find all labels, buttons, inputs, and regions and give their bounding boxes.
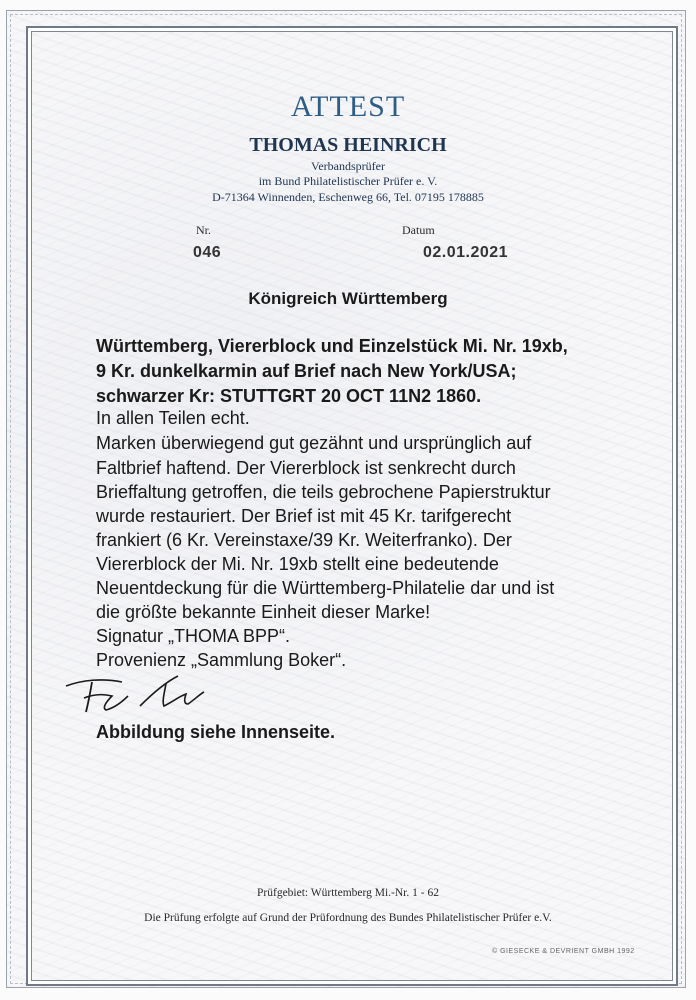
description-bold-line: schwarzer Kr: STUTTGRT 20 OCT 11N2 1860. bbox=[96, 386, 482, 406]
examiner-role: Verbandsprüfer bbox=[311, 159, 385, 173]
exam-rules-note: Die Prüfung erfolgte auf Grund der Prüfordnung des Bundes Philatelistischer Prüfer e.V. bbox=[144, 912, 552, 924]
certificate-title: ATTEST bbox=[290, 90, 406, 123]
number-label: Nr. bbox=[196, 223, 211, 237]
exam-scope: Prüfgebiet: Württemberg Mi.-Nr. 1 - 62 bbox=[257, 887, 439, 899]
examiner-name: THOMAS HEINRICH bbox=[249, 134, 447, 156]
certificate-number: 046 bbox=[193, 244, 222, 261]
printer-mark: © GIESECKE & DEVRIENT GMBH 1992 bbox=[492, 948, 635, 955]
date-label: Datum bbox=[402, 223, 435, 237]
description-line: Marken überwiegend gut gezähnt und ursprünglich auf bbox=[96, 433, 532, 453]
description-bold-line: Württemberg, Viererblock und Einzelstück Mi. Nr. 19xb, bbox=[96, 336, 568, 356]
description-line: frankiert (6 Kr. Vereinstaxe/39 Kr. Weiterfranko). Der bbox=[96, 530, 512, 550]
description-line: die größte bekannte Einheit dieser Marke! bbox=[96, 602, 431, 622]
description-line: Faltbrief haftend. Der Viererblock ist senkrecht durch bbox=[96, 458, 516, 478]
description-line: In allen Teilen echt. bbox=[96, 408, 250, 428]
image-reference-note: Abbildung siehe Innenseite. bbox=[96, 722, 336, 742]
description-bold-line: 9 Kr. dunkelkarmin auf Brief nach New York/USA; bbox=[96, 361, 517, 381]
examiner-address: D-71364 Winnenden, Eschenweg 66, Tel. 07195 178885 bbox=[212, 190, 484, 204]
description-line: Provenienz „Sammlung Boker“. bbox=[96, 650, 347, 670]
description-line: Neuentdeckung für die Württemberg-Philatelie dar und ist bbox=[96, 578, 555, 598]
description-line: Viererblock der Mi. Nr. 19xb stellt eine bedeutende bbox=[96, 554, 499, 574]
description-line: Signatur „THOMA BPP“. bbox=[96, 626, 291, 646]
section-heading: Königreich Württemberg bbox=[248, 289, 448, 308]
handwritten-signature bbox=[62, 672, 222, 722]
description-line: Brieffaltung getroffen, die teils gebrochene Papierstruktur bbox=[96, 482, 551, 502]
certificate-date: 02.01.2021 bbox=[423, 244, 509, 261]
association-name: im Bund Philatelistischer Prüfer e. V. bbox=[258, 174, 438, 188]
description-line: wurde restauriert. Der Brief ist mit 45 Kr. tarifgerecht bbox=[96, 506, 512, 526]
